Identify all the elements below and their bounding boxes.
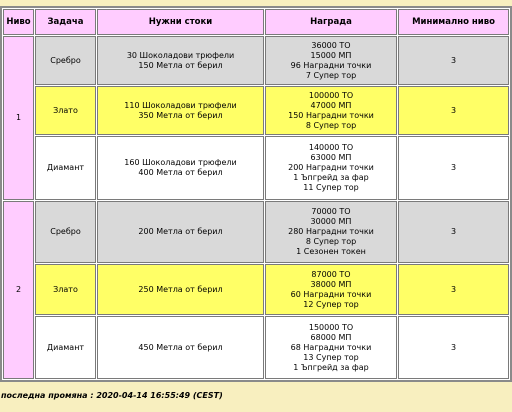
reward-cell (265, 264, 397, 315)
min-level-cell: 3 (398, 201, 509, 263)
reward-line: 1 Ъпгрейд за фар (293, 173, 369, 182)
level-cell: 2 (3, 201, 34, 379)
reward-line: 13 Супер тор (303, 352, 359, 362)
item-line: 200 Метла от берил (138, 227, 223, 236)
items-cell (97, 316, 264, 379)
reward-line: 150000 TO (308, 322, 354, 332)
reward-line: 12 Супер тор (303, 299, 359, 309)
item-line: 400 Метла от берил (138, 168, 223, 177)
reward-line: 60 Наградни точки (290, 289, 372, 299)
reward-line: 47000 МП (310, 100, 352, 110)
last-modified-footer: последна промяна : 2020-04-14 16:55:49 (CEST) (1, 391, 223, 400)
items-cell (97, 86, 264, 135)
reward-line: 7 Супер тор (305, 70, 357, 80)
item-line: 160 Шоколадови трюфели (124, 158, 237, 167)
reward-line: 30000 МП (310, 217, 352, 226)
reward-line: 68 Наградни точки (290, 342, 372, 352)
reward-line: 38000 МП (310, 279, 352, 289)
reward-line: 140000 TO (308, 143, 354, 152)
reward-cell (265, 316, 397, 379)
reward-cell (265, 36, 397, 85)
reward-line: 280 Наградни точки (288, 227, 374, 236)
min-level-cell: 3 (398, 264, 509, 315)
min-level-cell: 3 (398, 136, 509, 200)
header-min-level: Минимално ниво (398, 9, 509, 35)
task-cell: Диамант (35, 316, 96, 379)
reward-line: 100000 TO (308, 90, 354, 100)
reward-line: 36000 TO (311, 40, 351, 50)
reward-cell (265, 136, 397, 200)
reward-line: 15000 МП (310, 50, 352, 60)
reward-line: 1 Сезонен токен (296, 247, 366, 256)
task-cell: Сребро (35, 36, 96, 85)
reward-line: 200 Наградни точки (288, 163, 374, 172)
table-row (3, 264, 509, 315)
reward-line: 96 Наградни точки (290, 60, 372, 70)
item-line: 150 Метла от берил (138, 60, 223, 70)
reward-line: 87000 TO (311, 269, 351, 279)
header-level: Ниво (3, 9, 34, 35)
min-level-cell: 3 (398, 316, 509, 379)
item-line: 450 Метла от берил (138, 342, 223, 352)
reward-line: 68000 МП (310, 332, 352, 342)
items-cell (97, 136, 264, 200)
task-cell: Сребро (35, 201, 96, 263)
task-cell: Диамант (35, 136, 96, 200)
tasks-table (0, 6, 512, 382)
header-items: Нужни стоки (97, 9, 264, 35)
header-task: Задача (35, 9, 96, 35)
task-cell: Злато (35, 264, 96, 315)
level-cell: 1 (3, 36, 34, 200)
table-row (3, 86, 509, 135)
min-level-cell: 3 (398, 36, 509, 85)
table-row (3, 201, 509, 263)
reward-cell (265, 201, 397, 263)
reward-line: 8 Супер тор (305, 120, 357, 130)
task-cell: Злато (35, 86, 96, 135)
reward-line: 70000 TO (311, 207, 351, 216)
table-row (3, 136, 509, 200)
reward-line: 11 Супер тор (303, 183, 359, 192)
reward-line: 8 Супер тор (305, 237, 357, 246)
table-row (3, 316, 509, 379)
reward-line: 1 Ъпгрейд за фар (293, 362, 369, 372)
header-reward: Награда (265, 9, 397, 35)
items-cell (97, 264, 264, 315)
item-line: 350 Метла от берил (138, 110, 223, 120)
reward-cell (265, 86, 397, 135)
item-line: 110 Шоколадови трюфели (124, 100, 237, 110)
reward-line: 150 Наградни точки (288, 110, 374, 120)
items-cell (97, 36, 264, 85)
item-line: 30 Шоколадови трюфели (126, 50, 235, 60)
reward-line: 63000 МП (310, 153, 352, 162)
item-line: 250 Метла от берил (138, 284, 223, 294)
table-row (3, 36, 509, 85)
header-row (3, 9, 509, 35)
min-level-cell: 3 (398, 86, 509, 135)
items-cell (97, 201, 264, 263)
